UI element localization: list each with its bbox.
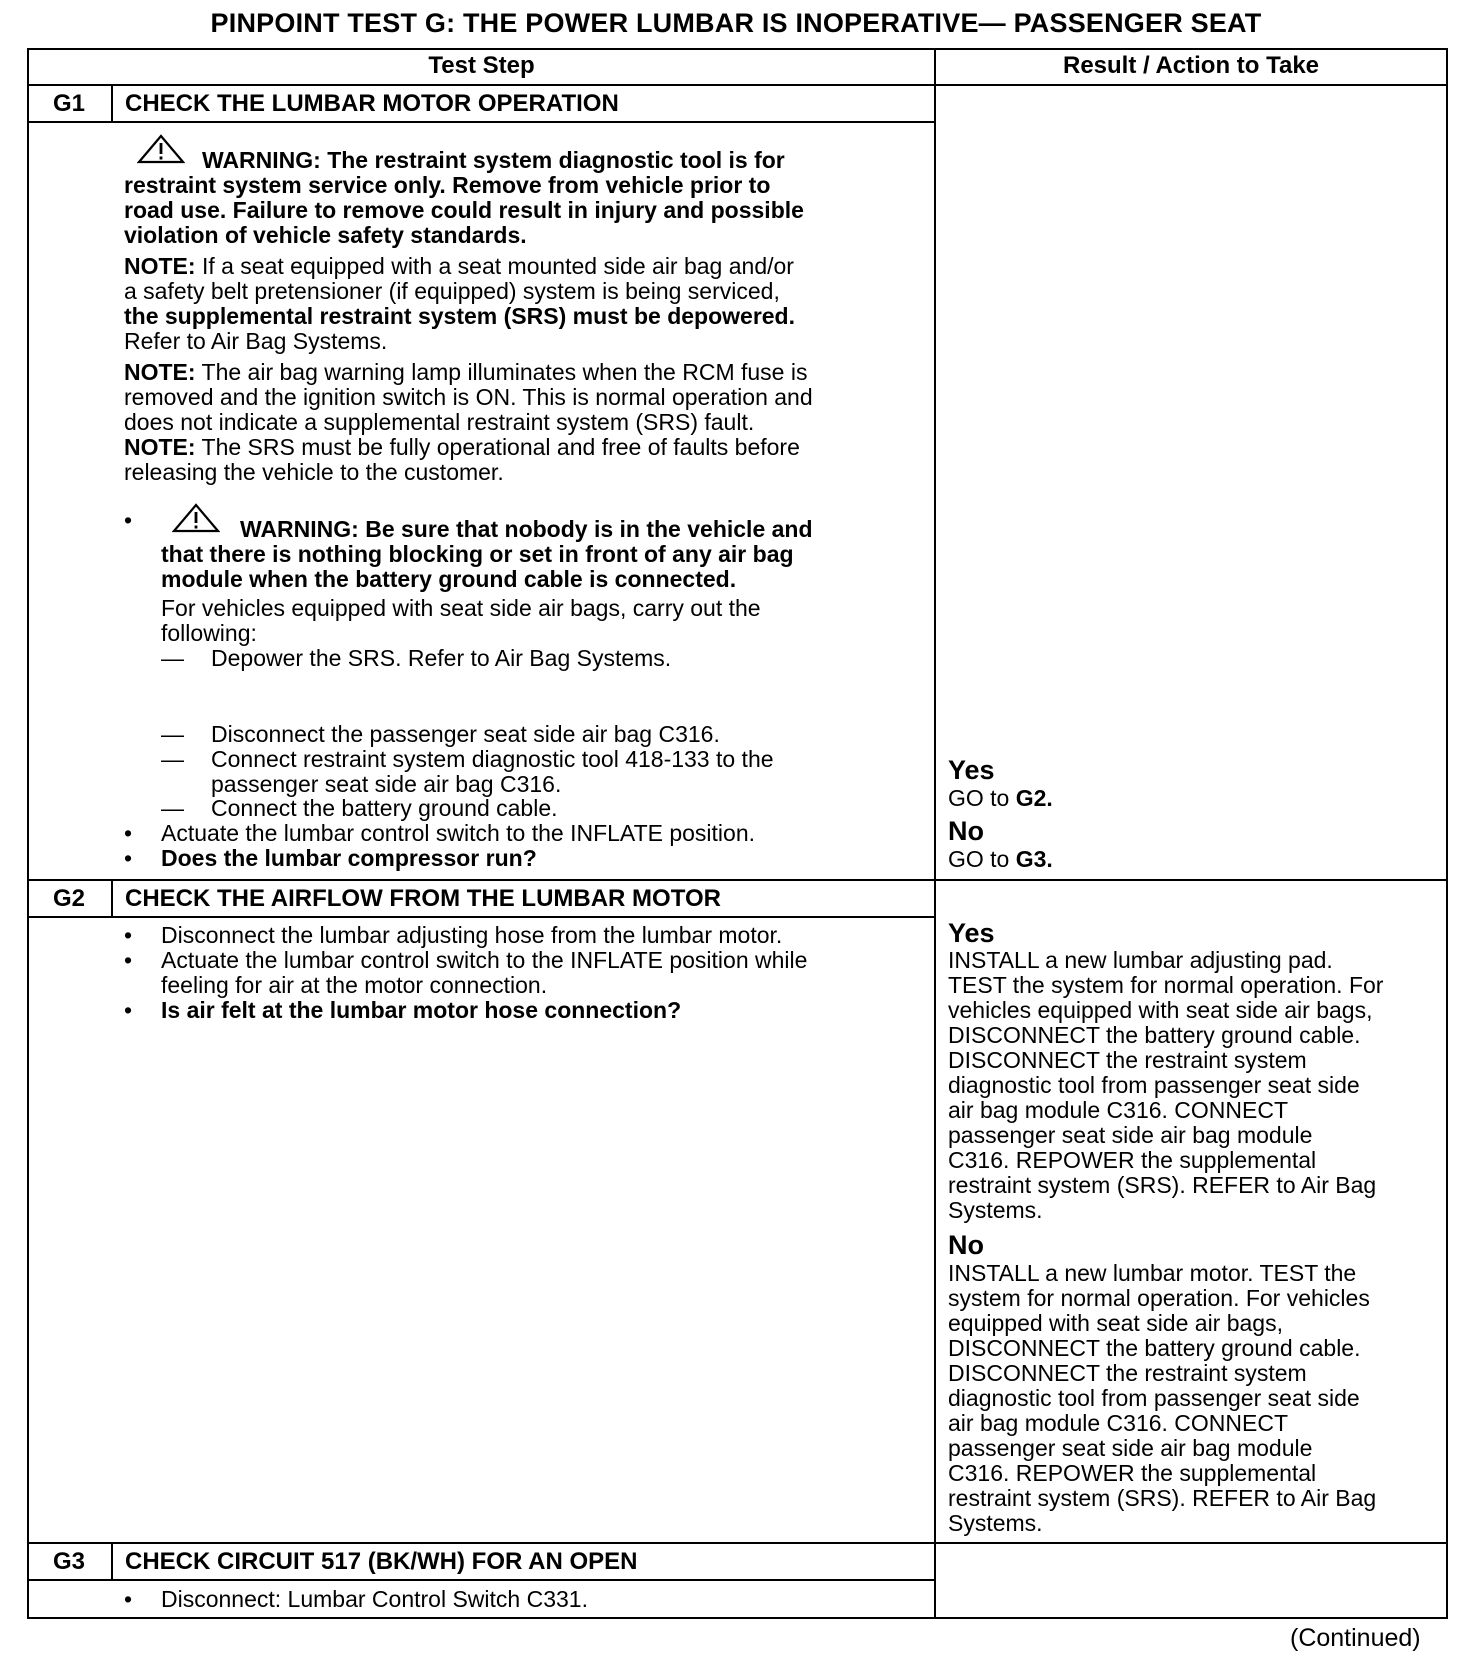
g1-warning-line-1: WARNING: The restraint system diagnostic tool is for bbox=[202, 147, 785, 173]
bullet-marker: • bbox=[124, 947, 133, 973]
action-text: GO to bbox=[948, 785, 1016, 811]
g1-heading-rule bbox=[27, 121, 936, 123]
g1-note3-line-2: releasing the vehicle to the customer. bbox=[124, 459, 504, 485]
note-label: NOTE: bbox=[124, 434, 196, 460]
action-line: Systems. bbox=[948, 1510, 1043, 1536]
g2-step-heading: CHECK THE AIRFLOW FROM THE LUMBAR MOTOR bbox=[125, 885, 721, 912]
g1-yes-action bbox=[948, 786, 1053, 811]
action-line: restraint system (SRS). REFER to Air Bag bbox=[948, 1485, 1377, 1511]
action-line: TEST the system for normal operation. For bbox=[948, 972, 1384, 998]
action-line: DISCONNECT the restraint system bbox=[948, 1047, 1307, 1073]
g1-warning2-line-3: module when the battery ground cable is connected. bbox=[161, 566, 737, 592]
note-text: The SRS must be fully operational and free of faults before bbox=[195, 434, 800, 460]
action-line: diagnostic tool from passenger seat side bbox=[948, 1385, 1360, 1411]
action-line: passenger seat side air bag module bbox=[948, 1122, 1313, 1148]
continued-label: (Continued) bbox=[1290, 1624, 1421, 1652]
action-line: DISCONNECT the battery ground cable. bbox=[948, 1335, 1361, 1361]
note-text: If a seat equipped with a seat mounted side air bag and/or bbox=[195, 253, 794, 279]
g2-bullet-item-2: Actuate the lumbar control switch to the INFLATE position while bbox=[161, 947, 808, 973]
g1-no-action bbox=[948, 847, 1053, 872]
dash-marker: — bbox=[161, 746, 184, 772]
g1-bullet-item-1: Actuate the lumbar control switch to the INFLATE position. bbox=[161, 820, 756, 846]
g1-dash-item-1: Depower the SRS. Refer to Air Bag Systems. bbox=[211, 645, 672, 671]
action-line: system for normal operation. For vehicles bbox=[948, 1285, 1370, 1311]
g1-note2-line-3: does not indicate a supplemental restraint system (SRS) fault. bbox=[124, 409, 755, 435]
g2-bullet-item-1: Disconnect the lumbar adjusting hose from the lumbar motor. bbox=[161, 922, 783, 948]
dash-marker: — bbox=[161, 795, 184, 821]
bullet-marker: • bbox=[124, 1586, 133, 1612]
action-line: vehicles equipped with seat side air bags, bbox=[948, 997, 1373, 1023]
action-line: C316. REPOWER the supplemental bbox=[948, 1147, 1317, 1173]
g1-warning-line-3: road use. Failure to remove could result in injury and possible bbox=[124, 197, 804, 223]
note-text: The air bag warning lamp illuminates when the RCM fuse is bbox=[195, 359, 808, 385]
action-text: GO to bbox=[948, 846, 1016, 872]
g3-step-id: G3 bbox=[52, 1548, 85, 1575]
g1-bullet-1: • bbox=[124, 507, 133, 533]
g2-step-id: G2 bbox=[52, 885, 85, 912]
g1-no-label: No bbox=[948, 816, 984, 846]
g1-warning2-line-2: that there is nothing blocking or set in front of any air bag bbox=[161, 541, 794, 567]
g3-step-heading: CHECK CIRCUIT 517 (BK/WH) FOR AN OPEN bbox=[125, 1548, 638, 1575]
g1-note1-line-2: a safety belt pretensioner (if equipped) system is being serviced, bbox=[124, 278, 780, 304]
header-rule bbox=[27, 84, 1446, 86]
action-line: diagnostic tool from passenger seat side bbox=[948, 1072, 1360, 1098]
g1-dash-item-4: Connect the battery ground cable. bbox=[211, 795, 558, 821]
g2-bullet-item-3: Is air felt at the lumbar motor hose connection? bbox=[161, 997, 682, 1023]
dash-marker: — bbox=[161, 721, 184, 747]
column-header-test-step: Test Step bbox=[428, 52, 535, 79]
action-line: DISCONNECT the restraint system bbox=[948, 1360, 1307, 1386]
g1-bullet-item-2: Does the lumbar compressor run? bbox=[161, 845, 537, 871]
dash-marker: — bbox=[161, 645, 184, 671]
g1-step-heading: CHECK THE LUMBAR MOTOR OPERATION bbox=[125, 90, 619, 117]
g2-no-label: No bbox=[948, 1230, 984, 1260]
action-line: Systems. bbox=[948, 1197, 1043, 1223]
g3-id-divider bbox=[111, 1544, 113, 1580]
g3-bullet-item-1: Disconnect: Lumbar Control Switch C331. bbox=[161, 1586, 588, 1612]
g1-step-id: G1 bbox=[52, 90, 85, 117]
action-line: passenger seat side air bag module bbox=[948, 1435, 1313, 1461]
g1-dash-item-3-cont: passenger seat side air bag C316. bbox=[211, 771, 562, 797]
warning-icon bbox=[172, 503, 220, 533]
g1-note2-line-1 bbox=[124, 360, 807, 385]
g1-intro-line-2: following: bbox=[161, 620, 257, 646]
page-title: PINPOINT TEST G: THE POWER LUMBAR IS INOPERATIVE— PASSENGER SEAT bbox=[210, 8, 1262, 38]
g1-warning-line-4: violation of vehicle safety standards. bbox=[124, 222, 527, 248]
warning-icon bbox=[137, 134, 185, 164]
g1-note1-line-4: Refer to Air Bag Systems. bbox=[124, 328, 388, 354]
column-header-result: Result / Action to Take bbox=[1062, 52, 1320, 79]
g1-id-divider bbox=[111, 86, 113, 122]
g1-note2-line-2: removed and the ignition switch is ON. This is normal operation and bbox=[124, 384, 813, 410]
column-divider bbox=[934, 48, 936, 1617]
g1-intro-line-1: For vehicles equipped with seat side air bags, carry out the bbox=[161, 595, 761, 621]
g1-warning-line-2: restraint system service only. Remove from vehicle prior to bbox=[124, 172, 771, 198]
bullet-marker: • bbox=[124, 922, 133, 948]
g1-dash-item-2: Disconnect the passenger seat side air bag C316. bbox=[211, 721, 720, 747]
action-line: C316. REPOWER the supplemental bbox=[948, 1460, 1317, 1486]
note-label: NOTE: bbox=[124, 359, 196, 385]
action-line: INSTALL a new lumbar adjusting pad. bbox=[948, 947, 1333, 973]
g1-yes-label: Yes bbox=[948, 755, 995, 785]
g3-heading-rule bbox=[27, 1579, 936, 1581]
g1-dash-item-3: Connect restraint system diagnostic tool 418-133 to the bbox=[211, 746, 774, 772]
g2-yes-label: Yes bbox=[948, 918, 995, 948]
g1-note3-line-1 bbox=[124, 435, 800, 460]
action-target: G2. bbox=[1015, 785, 1053, 811]
action-line: air bag module C316. CONNECT bbox=[948, 1097, 1289, 1123]
action-line: air bag module C316. CONNECT bbox=[948, 1410, 1289, 1436]
bullet-marker: • bbox=[124, 845, 133, 871]
bullet-marker: • bbox=[124, 997, 133, 1023]
note-label: NOTE: bbox=[124, 253, 196, 279]
bullet-marker: • bbox=[124, 820, 133, 846]
g1-warning2-line-1: WARNING: Be sure that nobody is in the vehicle and bbox=[240, 516, 813, 542]
action-line: restraint system (SRS). REFER to Air Bag bbox=[948, 1172, 1377, 1198]
action-line: DISCONNECT the battery ground cable. bbox=[948, 1022, 1361, 1048]
action-line: INSTALL a new lumbar motor. TEST the bbox=[948, 1260, 1357, 1286]
action-target: G3. bbox=[1015, 846, 1053, 872]
g3-row-rule bbox=[27, 1542, 1446, 1544]
g2-id-divider bbox=[111, 881, 113, 917]
action-line: equipped with seat side air bags, bbox=[948, 1310, 1283, 1336]
g2-row-rule bbox=[27, 879, 1446, 881]
g1-note1-line-1 bbox=[124, 254, 794, 279]
g2-bullet-item-2-cont: feeling for air at the motor connection. bbox=[161, 972, 548, 998]
g2-heading-rule bbox=[27, 916, 936, 918]
g1-note1-line-3: the supplemental restraint system (SRS) must be depowered. bbox=[124, 303, 795, 329]
